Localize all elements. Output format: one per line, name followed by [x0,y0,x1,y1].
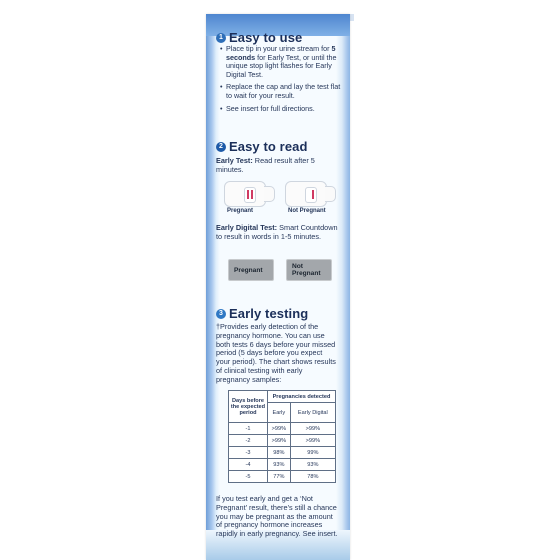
test-tip [325,186,336,202]
cell-early: 77% [268,471,291,483]
bullet-2: • Replace the cap and lay the test flat to wait for your result. [226,83,346,100]
header-early-digital: Early Digital [290,403,335,423]
section-easy-to-read-heading [216,139,308,154]
cell-digital: 93% [290,459,335,471]
early-testing-intro: †Provides early detection of the pregnancy hormone. You can use both tests 6 days before your missed period (5 days before you expect your period). The chart shows results of clinical testing with early pregnancy samples: [216,322,336,384]
digital-screen-not-pregnant: Not Pregnant [286,259,332,281]
early-test-text: Early Test: Read result after 5 minutes. [216,156,315,174]
step-1-badge: 1 [216,33,226,43]
header-early: Early [268,403,291,423]
easy-to-use-bullets [226,45,346,117]
product-box-side-panel [206,14,350,560]
pregnant-test-illustration [224,181,266,207]
cell-day: -1 [229,423,268,435]
table-row [229,423,336,435]
cell-digital: >99% [290,423,335,435]
section-easy-to-use-heading [216,30,302,45]
cell-early: 98% [268,447,291,459]
header-days: Days before the expected period [229,391,268,423]
results-table [228,390,336,483]
section-title: Early testing [229,306,309,321]
table-row [229,459,336,471]
not-pregnant-caption: Not Pregnant [288,208,326,214]
cell-digital: >99% [290,435,335,447]
cell-day: -5 [229,471,268,483]
header-pregnancies-detected: Pregnancies detected [268,391,336,403]
test-tip [264,186,275,202]
section-title: Easy to use [229,30,303,45]
bullet-1: • Place tip in your urine stream for 5 seconds for Early Test, or until the unique stop light flashes for Early Digital Test. [226,45,346,79]
step-2-badge: 2 [216,142,226,152]
cell-digital: 78% [290,471,335,483]
cell-early: 93% [268,459,291,471]
cell-day: -2 [229,435,268,447]
cell-early: >99% [268,423,291,435]
cell-digital: 99% [290,447,335,459]
not-pregnant-test-illustration [285,181,327,207]
cell-day: -4 [229,459,268,471]
cell-day: -3 [229,447,268,459]
section-title: Easy to read [229,139,308,154]
bullet-3: • See insert for full directions. [226,105,346,114]
pregnant-caption: Pregnant [227,208,254,214]
cell-early: >99% [268,435,291,447]
early-testing-footer: If you test early and get a ‘Not Pregnant’ result, there’s still a chance you may be pregnant as the amount of pregnancy hormone increases rapidly in early pregnancy. See insert. [216,494,338,539]
table-row [229,447,336,459]
step-3-badge: 3 [216,309,226,319]
section-early-testing-heading [216,306,308,321]
digital-test-text: Early Digital Test: Smart Countdown to result in words in 1-5 minutes. [216,223,338,241]
table-row [229,471,336,483]
table-row [229,435,336,447]
digital-screen-pregnant: Pregnant [228,259,274,281]
